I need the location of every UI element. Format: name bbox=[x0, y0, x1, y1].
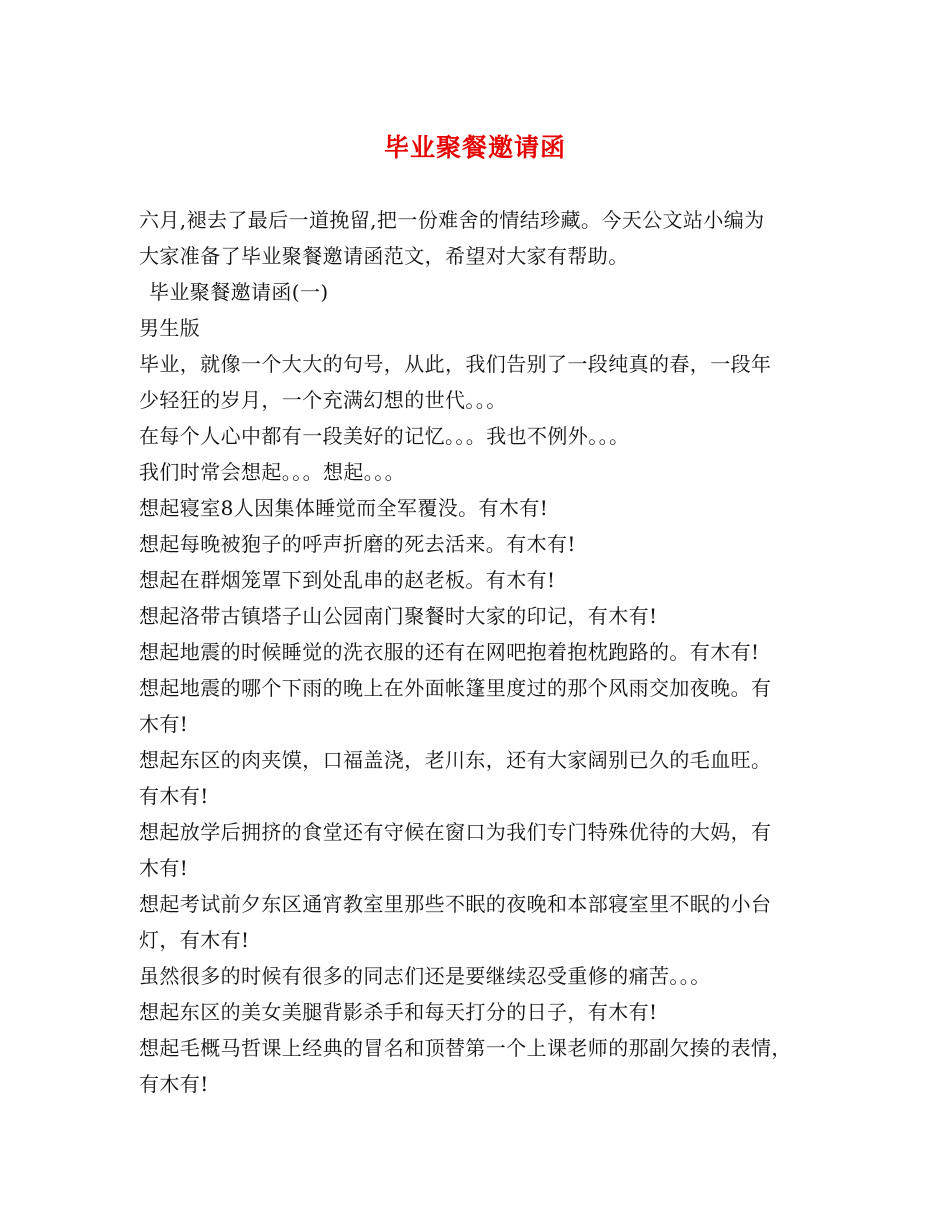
section-heading: 毕业聚餐邀请函(一) bbox=[149, 280, 329, 304]
subsection-label: 男生版 bbox=[139, 316, 201, 340]
paragraph-line: 有木有! bbox=[139, 1072, 209, 1096]
paragraph-line: 六月,褪去了最后一道挽留,把一份难舍的情结珍藏。今天公文站小编为 bbox=[139, 208, 765, 232]
paragraph-line: 想起地震的哪个下雨的晚上在外面帐篷里度过的那个风雨交加夜晚。有 bbox=[139, 676, 772, 700]
paragraph-line: 想起洛带古镇塔子山公园南门聚餐时大家的印记，有木有! bbox=[139, 604, 658, 628]
paragraph-line: 想起每晚被狍子的呼声折磨的死去活来。有木有! bbox=[139, 532, 576, 556]
paragraph-line: 木有! bbox=[139, 856, 189, 880]
paragraph-line: 少轻狂的岁月，一个充满幻想的世代。。。 bbox=[139, 388, 507, 412]
paragraph-line: 想起地震的时候睡觉的洗衣服的还有在网吧抱着抱枕跑路的。有木有! bbox=[139, 640, 760, 664]
paragraph-line: 想起在群烟笼罩下到处乱串的赵老板。有木有! bbox=[139, 568, 556, 592]
paragraph-line: 灯，有木有! bbox=[139, 928, 250, 952]
paragraph-line: 我们时常会想起。。。想起。。。 bbox=[139, 460, 405, 484]
paragraph-line: 想起东区的肉夹馍，口福盖浇，老川东，还有大家阔别已久的毛血旺。 bbox=[139, 748, 772, 772]
paragraph-line: 想起东区的美女美腿背影杀手和每天打分的日子，有木有! bbox=[139, 1000, 658, 1024]
paragraph-line: 想起毛概马哲课上经典的冒名和顶替第一个上课老师的那副欠揍的表情， bbox=[139, 1036, 792, 1060]
document-body bbox=[139, 202, 829, 1102]
paragraph-line: 想起考试前夕东区通宵教室里那些不眠的夜晚和本部寝室里不眠的小台 bbox=[139, 892, 772, 916]
paragraph-line: 想起放学后拥挤的食堂还有守候在窗口为我们专门特殊优待的大妈，有 bbox=[139, 820, 772, 844]
document-title: 毕业聚餐邀请函 bbox=[383, 133, 566, 162]
paragraph-line: 想起寝室8人因集体睡觉而全军覆没。有木有! bbox=[139, 496, 549, 520]
paragraph-line: 有木有! bbox=[139, 784, 209, 808]
paragraph-line: 大家准备了毕业聚餐邀请函范文，希望对大家有帮助。 bbox=[139, 244, 629, 268]
paragraph-line: 木有! bbox=[139, 712, 189, 736]
paragraph-line: 毕业，就像一个大大的句号，从此，我们告别了一段纯真的春，一段年 bbox=[139, 352, 772, 376]
paragraph-line: 在每个人心中都有一段美好的记忆。。。我也不例外。。。 bbox=[139, 424, 630, 448]
paragraph-line: 虽然很多的时候有很多的同志们还是要继续忍受重修的痛苦。。。 bbox=[139, 964, 711, 988]
